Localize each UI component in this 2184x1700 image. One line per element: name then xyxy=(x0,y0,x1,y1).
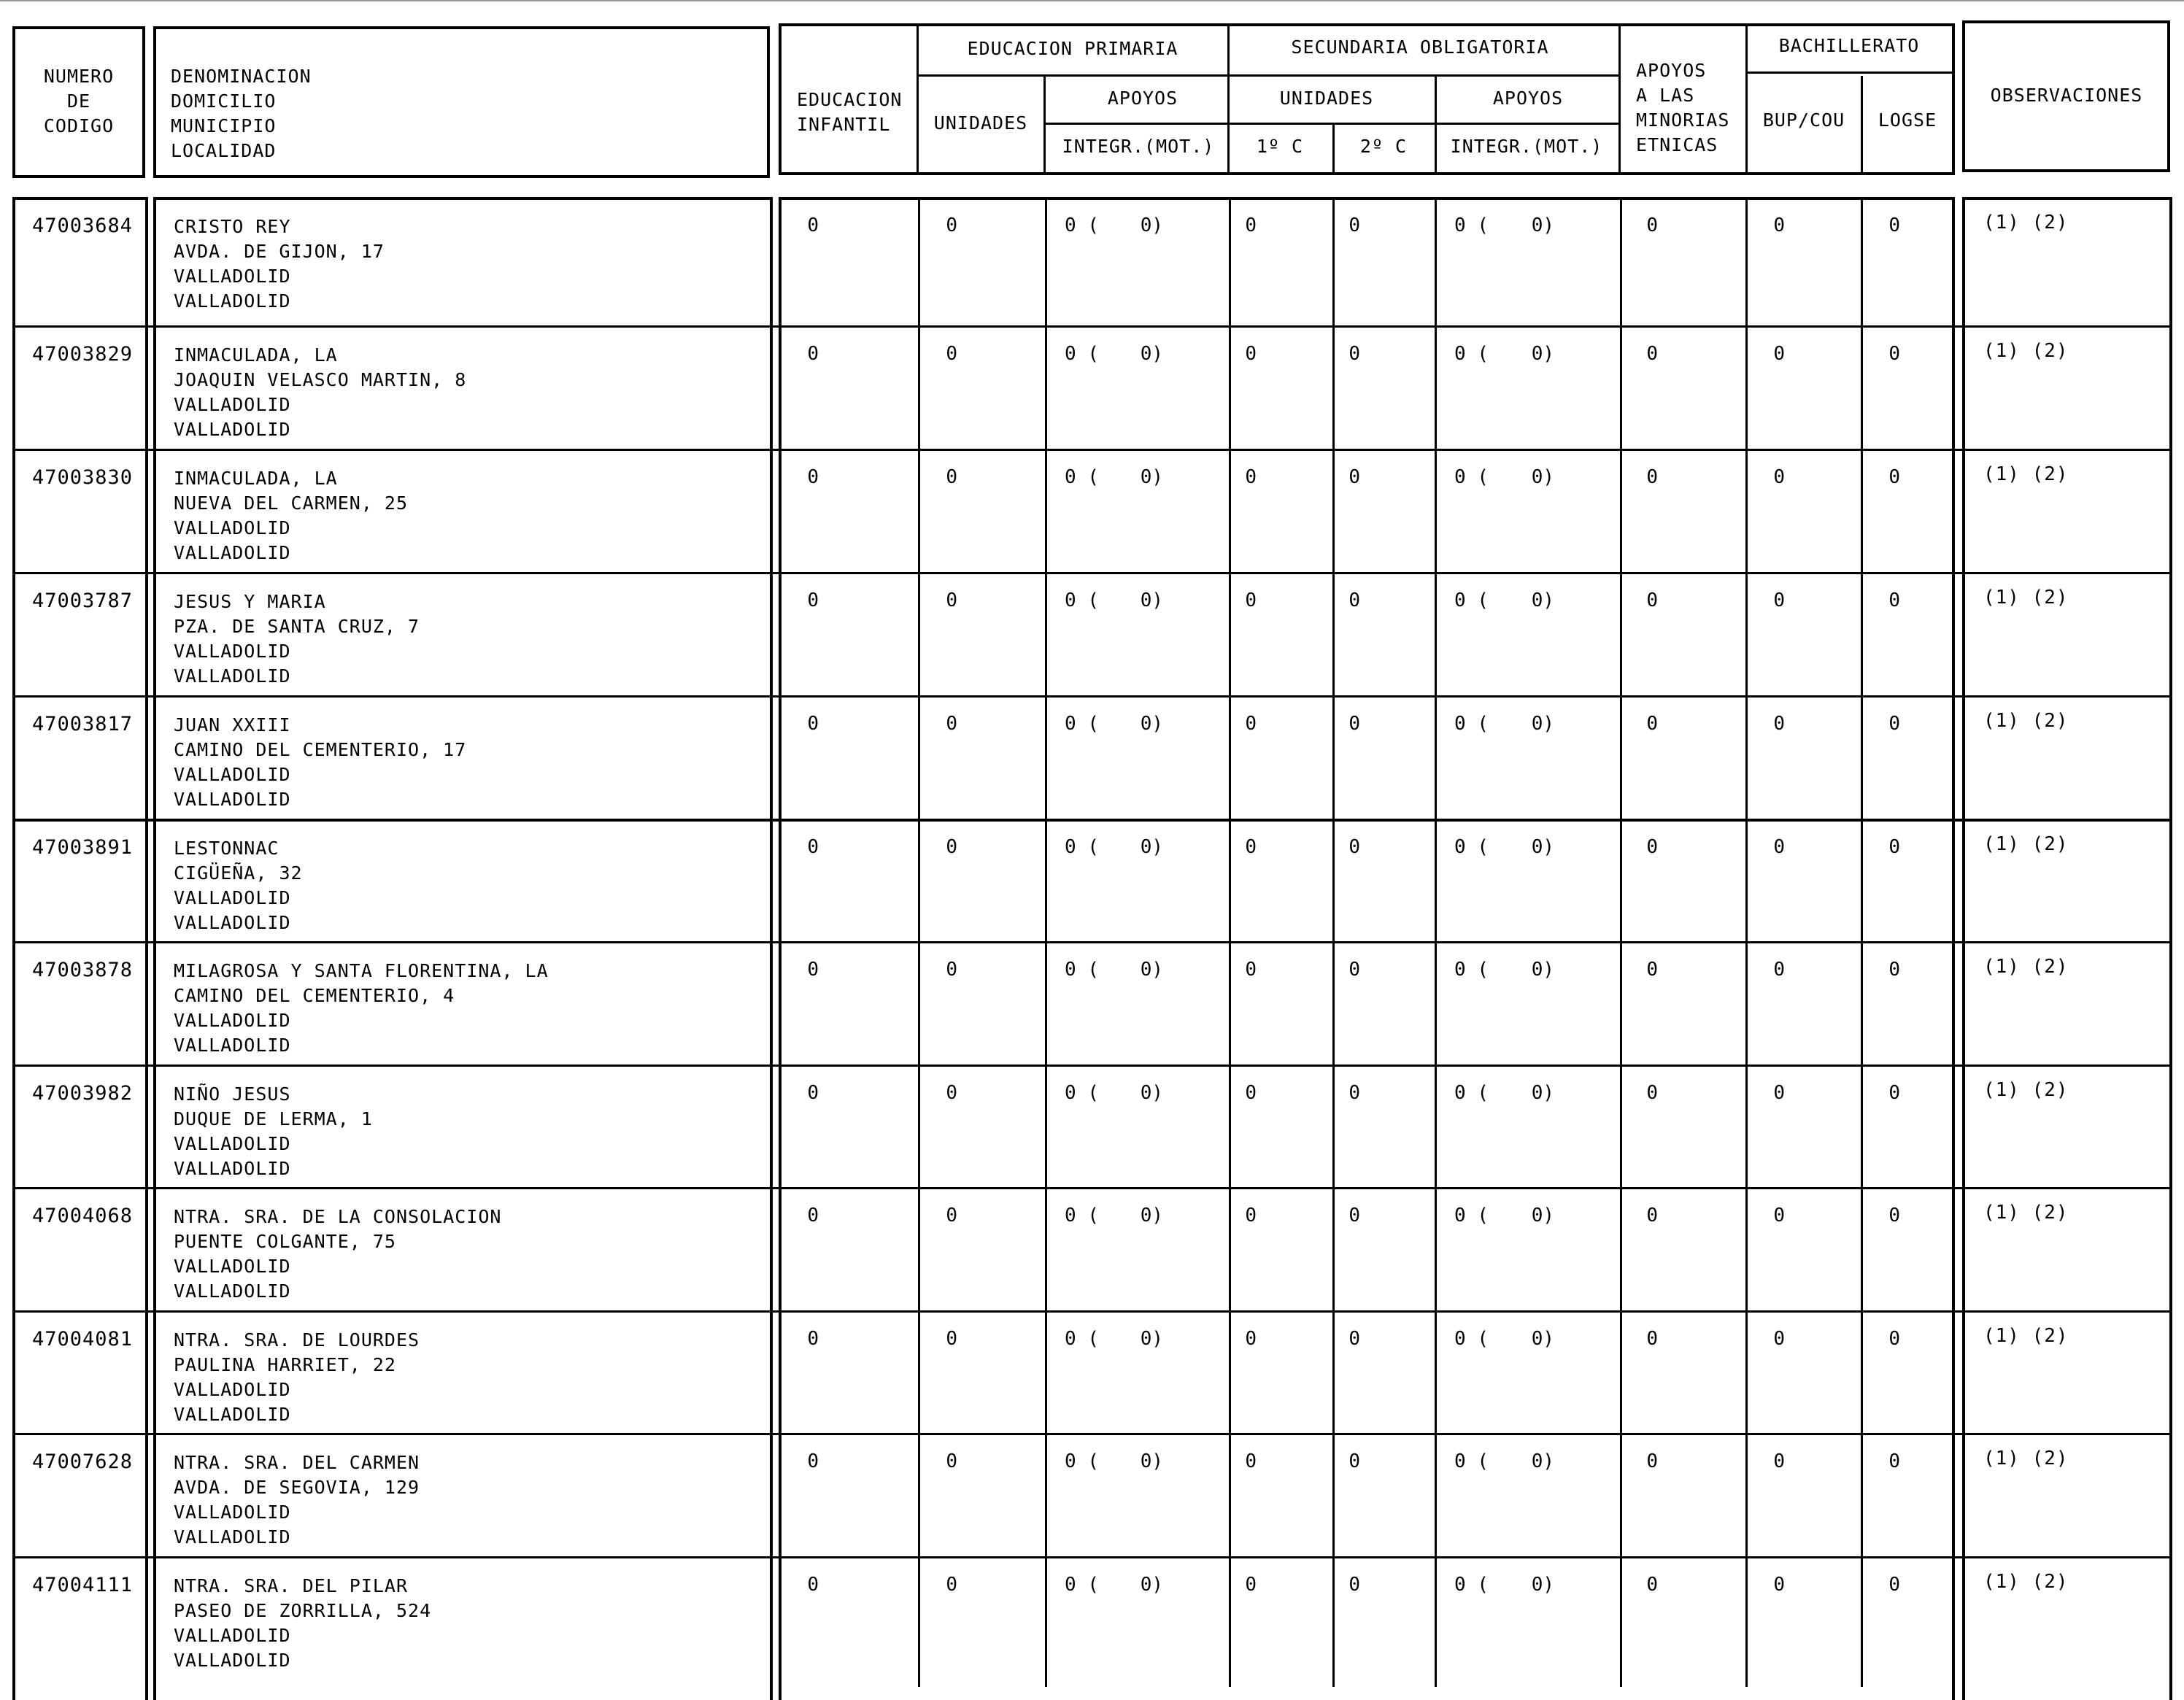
value-logse: 0 xyxy=(1888,1328,1900,1350)
value-logse: 0 xyxy=(1888,1082,1900,1104)
address-line: VALLADOLID xyxy=(174,542,291,563)
value-logse: 0 xyxy=(1888,590,1900,611)
value-infantil: 0 xyxy=(807,215,819,236)
value-minorias: 0 xyxy=(1646,836,1658,858)
value-infantil: 0 xyxy=(807,836,819,858)
school-name-address xyxy=(174,836,303,935)
row-separator xyxy=(12,1187,2172,1189)
value-sec-2c: 0 xyxy=(1348,590,1360,611)
value-logse: 0 xyxy=(1888,713,1900,735)
value-prim-mot: 0) xyxy=(1140,836,1163,858)
school-code: 47003684 xyxy=(32,215,134,237)
value-bup: 0 xyxy=(1773,466,1785,488)
observaciones-value: (1) (2) xyxy=(1983,956,2069,978)
observaciones-value: (1) (2) xyxy=(1983,1325,2069,1347)
header-divider xyxy=(1745,25,1748,174)
value-sec-mot: 0) xyxy=(1531,343,1554,365)
value-logse: 0 xyxy=(1888,1450,1900,1472)
row-separator xyxy=(12,449,2172,451)
value-sec-1c: 0 xyxy=(1245,959,1257,981)
header-bachillerato-label: BACHILLERATO xyxy=(1778,35,1920,56)
address-line: VALLADOLID xyxy=(174,394,291,415)
value-prim-unidades: 0 xyxy=(946,590,957,611)
school-name-address xyxy=(174,590,420,689)
observaciones-value: (1) (2) xyxy=(1983,587,2069,608)
row-separator xyxy=(12,1065,2172,1067)
school-code: 47003891 xyxy=(32,836,134,859)
value-sec-apoyos: 0 ( xyxy=(1454,1328,1489,1350)
value-prim-mot: 0) xyxy=(1140,1082,1163,1104)
value-infantil: 0 xyxy=(807,466,819,488)
value-infantil: 0 xyxy=(807,959,819,981)
address-line: VALLADOLID xyxy=(174,764,291,785)
value-sec-apoyos: 0 ( xyxy=(1454,1082,1489,1104)
value-bup: 0 xyxy=(1773,1450,1785,1472)
value-infantil: 0 xyxy=(807,1205,819,1226)
header-divider xyxy=(1043,76,1046,174)
value-prim-apoyos: 0 ( xyxy=(1065,215,1099,236)
value-sec-2c: 0 xyxy=(1348,1205,1360,1226)
value-prim-mot: 0) xyxy=(1140,1574,1163,1596)
value-logse: 0 xyxy=(1888,959,1900,981)
school-name-address xyxy=(174,1450,420,1550)
observaciones-value: (1) (2) xyxy=(1983,212,2069,233)
value-infantil: 0 xyxy=(807,343,819,365)
value-sec-mot: 0) xyxy=(1531,215,1554,236)
value-bup: 0 xyxy=(1773,1328,1785,1350)
value-bup: 0 xyxy=(1773,1082,1785,1104)
address-line: AVDA. DE SEGOVIA, 129 xyxy=(174,1477,420,1498)
value-minorias: 0 xyxy=(1646,590,1658,611)
value-prim-mot: 0) xyxy=(1140,590,1163,611)
header-sec-1c-label: 1º C xyxy=(1256,136,1304,157)
row-separator xyxy=(12,1310,2172,1313)
value-prim-mot: 0) xyxy=(1140,1205,1163,1226)
value-sec-1c: 0 xyxy=(1245,1450,1257,1472)
value-bup: 0 xyxy=(1773,343,1785,365)
header-divider xyxy=(1227,25,1230,174)
header-divider xyxy=(917,25,919,174)
value-bup: 0 xyxy=(1773,1574,1785,1596)
value-bup: 0 xyxy=(1773,1205,1785,1226)
header-bup-label: BUP/COU xyxy=(1762,109,1845,131)
value-sec-2c: 0 xyxy=(1348,215,1360,236)
observaciones-value: (1) (2) xyxy=(1983,1079,2069,1101)
value-bup: 0 xyxy=(1773,215,1785,236)
school-code: 47003878 xyxy=(32,959,134,981)
school-name-address xyxy=(174,215,385,314)
address-line: AVDA. DE GIJON, 17 xyxy=(174,241,385,262)
header-divider xyxy=(1435,76,1437,174)
value-sec-2c: 0 xyxy=(1348,836,1360,858)
value-sec-1c: 0 xyxy=(1245,836,1257,858)
body-frame-observaciones xyxy=(1962,197,2172,1700)
value-sec-2c: 0 xyxy=(1348,466,1360,488)
school-name-address xyxy=(174,959,549,1058)
value-minorias: 0 xyxy=(1646,1328,1658,1350)
value-prim-unidades: 0 xyxy=(946,215,957,236)
school-name-address xyxy=(174,343,466,442)
value-prim-mot: 0) xyxy=(1140,713,1163,735)
value-sec-apoyos: 0 ( xyxy=(1454,215,1489,236)
value-prim-unidades: 0 xyxy=(946,713,957,735)
value-sec-mot: 0) xyxy=(1531,959,1554,981)
value-logse: 0 xyxy=(1888,836,1900,858)
address-line: VALLADOLID xyxy=(174,1158,291,1179)
address-line: VALLADOLID xyxy=(174,1379,291,1400)
address-line: VALLADOLID xyxy=(174,887,291,908)
value-sec-1c: 0 xyxy=(1245,215,1257,236)
header-divider xyxy=(1332,124,1335,174)
header-observaciones-label: OBSERVACIONES xyxy=(1990,85,2143,106)
value-prim-apoyos: 0 ( xyxy=(1065,343,1099,365)
value-sec-mot: 0) xyxy=(1531,466,1554,488)
value-sec-1c: 0 xyxy=(1245,1205,1257,1226)
value-sec-mot: 0) xyxy=(1531,590,1554,611)
address-line: VALLADOLID xyxy=(174,1650,291,1671)
value-prim-apoyos: 0 ( xyxy=(1065,713,1099,735)
value-minorias: 0 xyxy=(1646,1574,1658,1596)
value-logse: 0 xyxy=(1888,466,1900,488)
value-prim-apoyos: 0 ( xyxy=(1065,1205,1099,1226)
address-line: PUENTE COLGANTE, 75 xyxy=(174,1231,396,1252)
school-code: 47003829 xyxy=(32,343,134,366)
address-line: LESTONNAC xyxy=(174,838,279,859)
observaciones-value: (1) (2) xyxy=(1983,710,2069,732)
address-line: VALLADOLID xyxy=(174,912,291,933)
row-separator xyxy=(12,1433,2172,1435)
school-code: 47003787 xyxy=(32,590,134,612)
address-line: INMACULADA, LA xyxy=(174,468,338,489)
address-line: VALLADOLID xyxy=(174,1526,291,1548)
value-prim-unidades: 0 xyxy=(946,959,957,981)
top-rule xyxy=(0,0,2184,1)
value-prim-apoyos: 0 ( xyxy=(1065,836,1099,858)
value-minorias: 0 xyxy=(1646,1450,1658,1472)
value-prim-apoyos: 0 ( xyxy=(1065,590,1099,611)
school-code: 47003817 xyxy=(32,713,134,735)
header-divider xyxy=(917,74,1618,77)
value-sec-2c: 0 xyxy=(1348,1328,1360,1350)
value-sec-apoyos: 0 ( xyxy=(1454,466,1489,488)
value-sec-mot: 0) xyxy=(1531,713,1554,735)
row-separator xyxy=(12,819,2172,822)
value-prim-apoyos: 0 ( xyxy=(1065,466,1099,488)
value-bup: 0 xyxy=(1773,836,1785,858)
value-prim-apoyos: 0 ( xyxy=(1065,1328,1099,1350)
value-logse: 0 xyxy=(1888,1205,1900,1226)
address-line: NTRA. SRA. DE LOURDES xyxy=(174,1329,420,1351)
value-sec-apoyos: 0 ( xyxy=(1454,1574,1489,1596)
school-code: 47007628 xyxy=(32,1450,134,1473)
value-sec-mot: 0) xyxy=(1531,1328,1554,1350)
value-minorias: 0 xyxy=(1646,959,1658,981)
value-infantil: 0 xyxy=(807,1328,819,1350)
value-prim-mot: 0) xyxy=(1140,343,1163,365)
value-minorias: 0 xyxy=(1646,713,1658,735)
address-line: PASEO DE ZORRILLA, 524 xyxy=(174,1600,432,1621)
value-prim-unidades: 0 xyxy=(946,1574,957,1596)
header-minorias-label: APOYOS A LAS MINORIAS ETNICAS xyxy=(1636,60,1730,155)
school-name-address xyxy=(174,1574,431,1673)
value-prim-mot: 0) xyxy=(1140,1450,1163,1472)
value-infantil: 0 xyxy=(807,1450,819,1472)
observaciones-value: (1) (2) xyxy=(1983,1202,2069,1224)
address-line: VALLADOLID xyxy=(174,517,291,538)
value-prim-apoyos: 0 ( xyxy=(1065,1082,1099,1104)
observaciones-value: (1) (2) xyxy=(1983,340,2069,362)
value-sec-2c: 0 xyxy=(1348,1574,1360,1596)
header-denominacion-label: DENOMINACION DOMICILIO MUNICIPIO LOCALIDAD xyxy=(171,66,312,161)
address-line: VALLADOLID xyxy=(174,1035,291,1056)
value-sec-2c: 0 xyxy=(1348,1082,1360,1104)
value-prim-unidades: 0 xyxy=(946,1328,957,1350)
value-minorias: 0 xyxy=(1646,343,1658,365)
value-logse: 0 xyxy=(1888,215,1900,236)
address-line: VALLADOLID xyxy=(174,1625,291,1646)
address-line: INMACULADA, LA xyxy=(174,344,338,366)
body-frame-codigo xyxy=(12,197,148,1700)
value-infantil: 0 xyxy=(807,713,819,735)
header-sec-unidades-label: UNIDADES xyxy=(1279,88,1374,109)
value-prim-unidades: 0 xyxy=(946,1450,957,1472)
school-code: 47003982 xyxy=(32,1082,134,1105)
address-line: VALLADOLID xyxy=(174,1256,291,1277)
header-divider xyxy=(1618,25,1621,174)
value-sec-mot: 0) xyxy=(1531,1450,1554,1472)
value-sec-1c: 0 xyxy=(1245,590,1257,611)
header-sec-apoyos-label: APOYOS xyxy=(1492,88,1564,109)
address-line: VALLADOLID xyxy=(174,1010,291,1031)
value-sec-mot: 0) xyxy=(1531,1082,1554,1104)
value-sec-2c: 0 xyxy=(1348,959,1360,981)
value-sec-apoyos: 0 ( xyxy=(1454,836,1489,858)
value-infantil: 0 xyxy=(807,590,819,611)
school-name-address xyxy=(174,1082,373,1181)
school-code: 47004111 xyxy=(32,1574,134,1596)
address-line: CRISTO REY xyxy=(174,216,291,237)
body-frame-levels xyxy=(779,197,1955,1700)
header-infantil-label: EDUCACION INFANTIL xyxy=(797,89,903,135)
value-sec-1c: 0 xyxy=(1245,1574,1257,1596)
value-bup: 0 xyxy=(1773,590,1785,611)
header-secundaria-label: SECUNDARIA OBLIGATORIA xyxy=(1291,36,1549,58)
address-line: MILAGROSA Y SANTA FLORENTINA, LA xyxy=(174,960,549,981)
header-sec-integr-label: INTEGR.(MOT.) xyxy=(1450,136,1603,157)
value-sec-apoyos: 0 ( xyxy=(1454,343,1489,365)
school-code: 47003830 xyxy=(32,466,134,489)
value-prim-mot: 0) xyxy=(1140,1328,1163,1350)
address-line: PAULINA HARRIET, 22 xyxy=(174,1354,396,1375)
school-code: 47004068 xyxy=(32,1205,134,1227)
value-minorias: 0 xyxy=(1646,1205,1658,1226)
school-name-address xyxy=(174,466,408,565)
value-prim-mot: 0) xyxy=(1140,215,1163,236)
value-sec-mot: 0) xyxy=(1531,1205,1554,1226)
header-primaria-label: EDUCACION PRIMARIA xyxy=(967,38,1178,59)
value-prim-unidades: 0 xyxy=(946,343,957,365)
value-prim-unidades: 0 xyxy=(946,836,957,858)
address-line: CIGÜEÑA, 32 xyxy=(174,862,303,884)
address-line: VALLADOLID xyxy=(174,789,291,810)
school-name-address xyxy=(174,1205,501,1304)
address-line: VALLADOLID xyxy=(174,266,291,287)
address-line: JESUS Y MARIA xyxy=(174,591,326,612)
header-divider xyxy=(1227,123,1618,125)
school-name-address xyxy=(174,713,466,812)
header-prim-integr-label: INTEGR.(MOT.) xyxy=(1062,136,1215,157)
value-logse: 0 xyxy=(1888,1574,1900,1596)
value-sec-1c: 0 xyxy=(1245,1082,1257,1104)
address-line: VALLADOLID xyxy=(174,641,291,662)
value-bup: 0 xyxy=(1773,959,1785,981)
row-separator xyxy=(12,572,2172,574)
value-minorias: 0 xyxy=(1646,215,1658,236)
value-sec-1c: 0 xyxy=(1245,343,1257,365)
observaciones-value: (1) (2) xyxy=(1983,1571,2069,1593)
address-line: CAMINO DEL CEMENTERIO, 4 xyxy=(174,985,455,1006)
address-line: VALLADOLID xyxy=(174,1133,291,1154)
header-divider xyxy=(1861,76,1863,174)
address-line: JUAN XXIII xyxy=(174,714,291,735)
value-sec-2c: 0 xyxy=(1348,343,1360,365)
address-line: VALLADOLID xyxy=(174,1404,291,1425)
value-sec-1c: 0 xyxy=(1245,466,1257,488)
school-name-address xyxy=(174,1328,420,1427)
value-sec-1c: 0 xyxy=(1245,1328,1257,1350)
address-line: VALLADOLID xyxy=(174,1280,291,1302)
address-line: DUQUE DE LERMA, 1 xyxy=(174,1108,373,1129)
value-prim-unidades: 0 xyxy=(946,1082,957,1104)
value-prim-apoyos: 0 ( xyxy=(1065,959,1099,981)
value-infantil: 0 xyxy=(807,1574,819,1596)
address-line: CAMINO DEL CEMENTERIO, 17 xyxy=(174,739,467,760)
address-line: VALLADOLID xyxy=(174,1502,291,1523)
value-sec-apoyos: 0 ( xyxy=(1454,590,1489,611)
header-divider xyxy=(1745,72,1955,74)
header-divider xyxy=(1043,123,1227,125)
header-prim-apoyos-label: APOYOS xyxy=(1107,88,1178,109)
value-prim-mot: 0) xyxy=(1140,466,1163,488)
value-sec-apoyos: 0 ( xyxy=(1454,713,1489,735)
value-sec-2c: 0 xyxy=(1348,713,1360,735)
value-logse: 0 xyxy=(1888,343,1900,365)
value-sec-mot: 0) xyxy=(1531,1574,1554,1596)
address-line: PZA. DE SANTA CRUZ, 7 xyxy=(174,616,420,637)
value-minorias: 0 xyxy=(1646,466,1658,488)
observaciones-value: (1) (2) xyxy=(1983,833,2069,855)
row-separator xyxy=(12,941,2172,943)
value-sec-mot: 0) xyxy=(1531,836,1554,858)
value-minorias: 0 xyxy=(1646,1082,1658,1104)
value-sec-apoyos: 0 ( xyxy=(1454,1205,1489,1226)
value-prim-apoyos: 0 ( xyxy=(1065,1450,1099,1472)
address-line: NTRA. SRA. DEL CARMEN xyxy=(174,1452,420,1473)
observaciones-value: (1) (2) xyxy=(1983,463,2069,485)
school-code: 47004081 xyxy=(32,1328,134,1351)
value-bup: 0 xyxy=(1773,713,1785,735)
value-sec-apoyos: 0 ( xyxy=(1454,959,1489,981)
address-line: VALLADOLID xyxy=(174,419,291,440)
address-line: NIÑO JESUS xyxy=(174,1083,291,1105)
address-line: NUEVA DEL CARMEN, 25 xyxy=(174,492,409,514)
address-line: JOAQUIN VELASCO MARTIN, 8 xyxy=(174,369,467,390)
header-sec-2c-label: 2º C xyxy=(1359,136,1408,157)
address-line: NTRA. SRA. DE LA CONSOLACION xyxy=(174,1206,502,1227)
value-sec-1c: 0 xyxy=(1245,713,1257,735)
header-prim-unidades-label: UNIDADES xyxy=(933,112,1028,134)
address-line: VALLADOLID xyxy=(174,665,291,687)
value-infantil: 0 xyxy=(807,1082,819,1104)
value-sec-2c: 0 xyxy=(1348,1450,1360,1472)
value-prim-apoyos: 0 ( xyxy=(1065,1574,1099,1596)
address-line: NTRA. SRA. DEL PILAR xyxy=(174,1575,409,1596)
row-separator xyxy=(12,325,2172,328)
header-logse-label: LOGSE xyxy=(1878,109,1937,131)
row-separator xyxy=(12,1556,2172,1558)
observaciones-value: (1) (2) xyxy=(1983,1448,2069,1469)
address-line: VALLADOLID xyxy=(174,290,291,312)
row-separator xyxy=(12,695,2172,698)
value-prim-mot: 0) xyxy=(1140,959,1163,981)
value-sec-apoyos: 0 ( xyxy=(1454,1450,1489,1472)
value-prim-unidades: 0 xyxy=(946,466,957,488)
value-prim-unidades: 0 xyxy=(946,1205,957,1226)
header-numero-label: NUMERO DE CODIGO xyxy=(43,66,115,136)
